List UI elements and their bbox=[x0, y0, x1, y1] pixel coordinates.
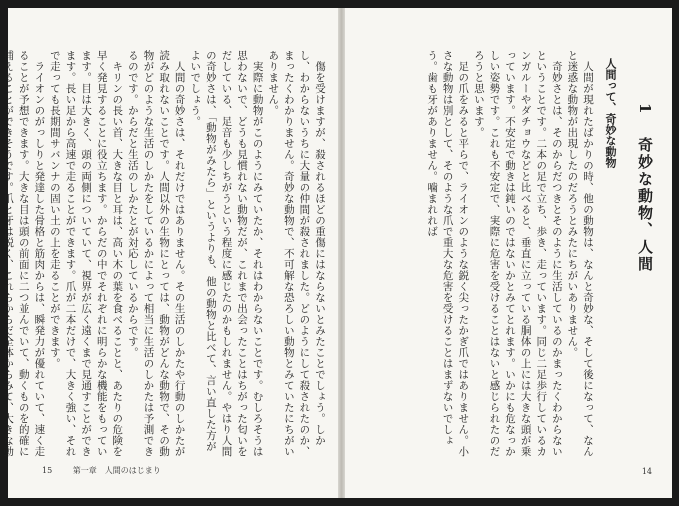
chapter-number: 1 bbox=[636, 103, 654, 116]
left-paragraph: キリンの長い首、大きな目と耳は、高い木の葉を食べることと、あたりの危険を早く発見することに役立ちます。からだの中でそれぞれに明らかな機能をもっています。目は大きく、頭の両側についていて、視界が広く遠くまで見通すことができます。長い足から高速で走ることができます。爪が二本だけで、大きく強い、それで走っても長期間サバンナの固い土の上を走ることができます。 bbox=[48, 50, 124, 457]
left-page bbox=[2, 8, 338, 498]
right-paragraph: 奇妙さとは、そのからだつきとそのように生活しているのかまったくわからないということです。二本の足で立ち、歩き、走っています。同じ二足歩行しているカンガルーやダチョウなどと比べると、垂直に立っている胴体の上には大きな頭が乗っています。不安定で動きは鈍いのではないかとみてとれます。いかにも危なっかしい姿勢です。これも不安定で、実際に危害を受けることはないと感じられたのだろうと思います。 bbox=[472, 50, 563, 457]
left-paragraph: 人間の奇妙さは、それだけではありません。その生活のしかたや行動のしかたが読み取れないことです。人間以外の生物にとっては、動物がどんな動物で、その動物がどのような生活のしかたをしているかによって相当に生活のしかたは予測できるのです。からだと生活のしかたとが対応しているからです。 bbox=[126, 50, 186, 457]
right-page-number: 14 bbox=[641, 467, 652, 476]
right-paragraph: 足の爪をみると平らで、ライオンのような鋭く尖ったかぎ爪ではありません。小さな動物は別として、そのような爪で重大な危害を受けることはまずないでしょう。歯も牙がありません。噛まれれば bbox=[426, 50, 470, 457]
left-page-number: 15 bbox=[42, 466, 53, 475]
chapter-title bbox=[622, 103, 656, 343]
left-body-text bbox=[2, 50, 327, 460]
left-footer bbox=[42, 465, 179, 476]
right-body-text bbox=[355, 50, 595, 460]
left-paragraph: 実際に動物がこのようにみていたか、それはわからないことです。むしろそうは思わないで、どうも見慣れない動物だが、これまで出会ったことはちがった匂いをだしている、足音も少しちがうという程度に感じたのかもしれません。やはり人間の奇妙さは、「動物がみたら」というよりも、他の動物と比べて、言い直した方がよいでしょう。 bbox=[189, 50, 264, 457]
left-paragraph: ライオンのがっしりと発達した骨格と筋肉からは、瞬発力が優れていて、速く走ることが予想できます。大きな目は頭の前面に二つ並んでいて、動くものを的確に捕えることができそうです。爪と牙は鋭く、これらからだ全体からみて、大きな動 bbox=[2, 50, 46, 457]
chapter-title-text: 奇妙な動物、人間 bbox=[636, 136, 654, 273]
section-heading: 人間って、奇妙な動物 bbox=[604, 58, 617, 168]
book-gutter bbox=[338, 8, 345, 498]
right-page bbox=[345, 8, 672, 498]
running-chapter-title: 第一章 人間のはじまり bbox=[72, 466, 161, 475]
left-paragraph: 傷を受けますが、殺されるほどの重傷にはならないとみたことでしょう。しかし、わからないうちに大量の仲間が殺されました。どのようにして殺されたのか、まったくわかりません。奇妙な動物で、不可解な恐ろしい動物とみていたにちがいありません。 bbox=[267, 50, 326, 457]
right-paragraph: 人間が現れたばかりの時、他の動物は、なんと奇妙な、そして後になって、なんと迷惑な動物が出現したのだろうとみたにちがいありません。 bbox=[566, 50, 594, 457]
